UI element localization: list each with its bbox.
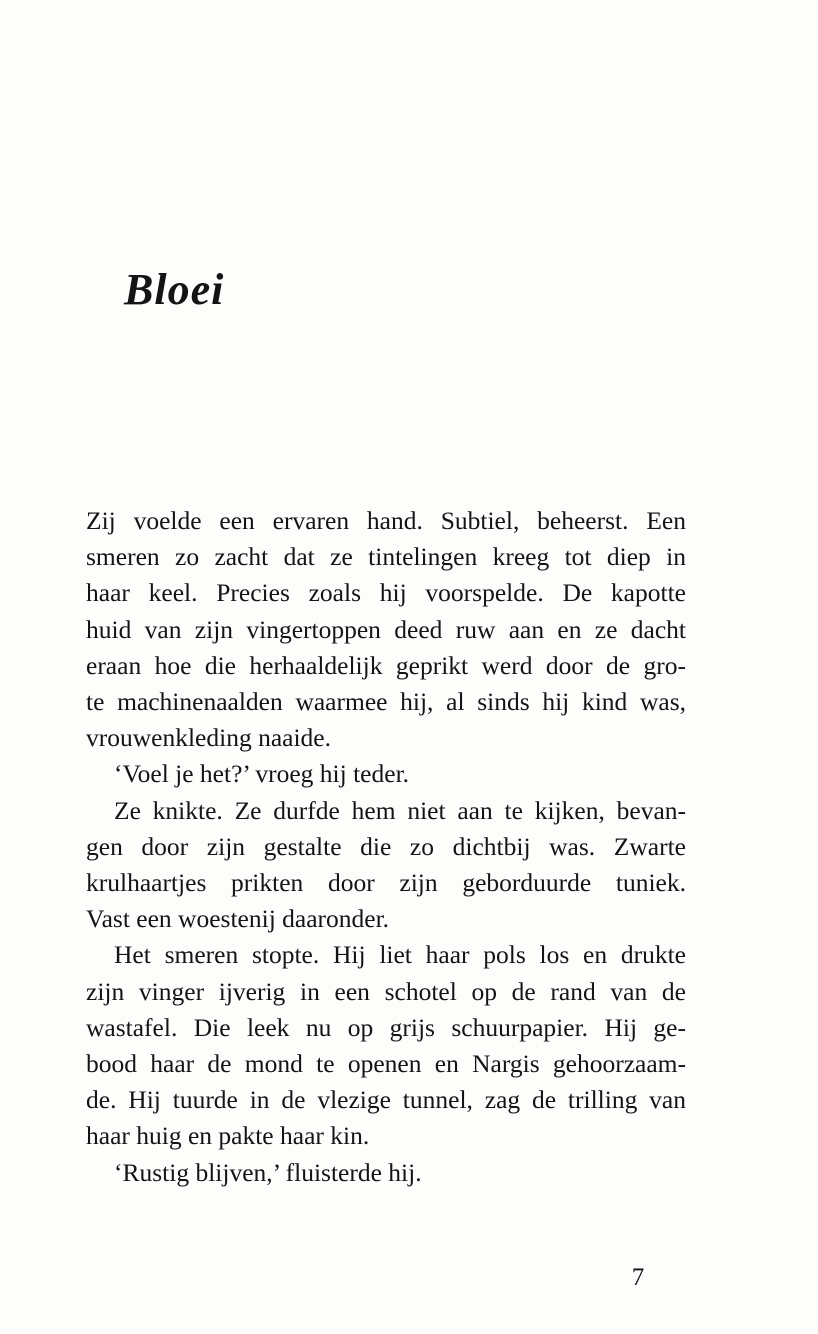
text-line: huid van zijn vingertoppen deed ruw aan en ze dacht xyxy=(86,614,686,644)
text-line: de. Hij tuurde in de vlezige tunnel, zag de trilling van xyxy=(86,1085,686,1115)
page-number: 7 xyxy=(631,1264,645,1291)
paragraph xyxy=(86,937,686,1154)
text-line: zijn vinger ijverig in een schotel op de rand van de xyxy=(86,976,686,1006)
text-line: vrouwenkleding naaide. xyxy=(86,723,332,753)
text-line: gen door zijn gestalte die zo dichtbij was. Zwarte xyxy=(86,831,686,861)
text-line: eraan hoe die herhaaldelijk geprikt werd door de gro- xyxy=(86,650,686,680)
text-line: krulhaartjes prikten door zijn geborduurde tuniek. xyxy=(86,868,686,898)
text-line: te machinenaalden waarmee hij, al sinds hij kind was, xyxy=(86,687,686,717)
text-line: haar huig en pakte haar kin. xyxy=(86,1121,370,1151)
text-line: smeren zo zacht dat ze tintelingen kreeg tot diep in xyxy=(86,542,686,572)
text-line: Ze knikte. Ze durfde hem niet aan te kijken, bevan- xyxy=(114,795,686,825)
text-line: Vast een woestenij daaronder. xyxy=(86,904,390,934)
text-line: ‘Voel je het?’ vroeg hij teder. xyxy=(114,759,410,789)
text-line: haar keel. Precies zoals hij voorspelde. De kapotte xyxy=(86,578,686,608)
paragraph xyxy=(86,503,686,756)
chapter-title: Bloei xyxy=(124,265,225,314)
paragraph xyxy=(86,793,686,938)
body-text xyxy=(86,503,686,1191)
text-line: Het smeren stopte. Hij liet haar pols los en drukte xyxy=(114,940,686,970)
text-line: bood haar de mond te openen en Nargis gehoorzaam- xyxy=(86,1049,686,1079)
text-line: Zij voelde een ervaren hand. Subtiel, beheerst. Een xyxy=(86,506,686,535)
paragraph xyxy=(86,1155,686,1191)
paragraph xyxy=(86,756,686,792)
text-line: wastafel. Die leek nu op grijs schuurpapier. Hij ge- xyxy=(86,1012,686,1042)
text-line: ‘Rustig blijven,’ fluisterde hij. xyxy=(114,1157,422,1187)
